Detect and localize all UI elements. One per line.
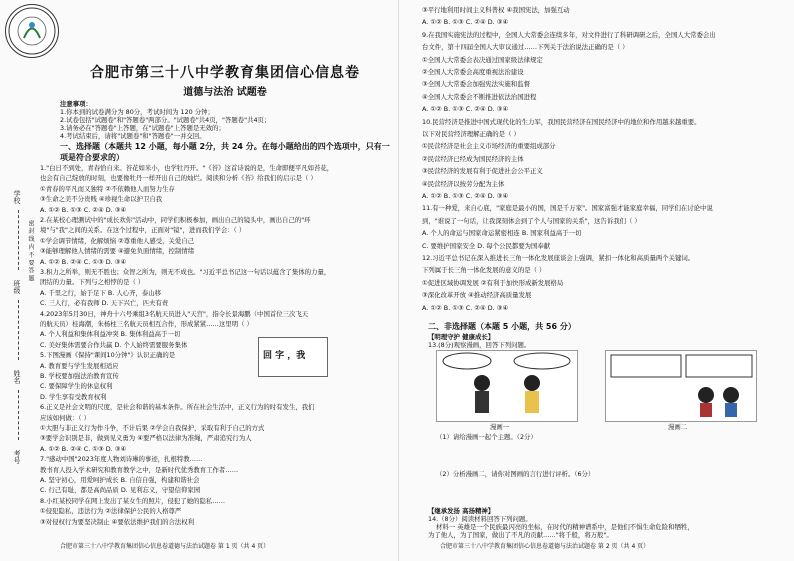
question-line: 1."白日不到处，青春恰自来。苔花如米小，也学牡丹开。"《苔》这首诗说的是，生命即便平凡如苔花，: [40, 164, 334, 172]
sidebar-label-id: 考号: [13, 450, 21, 464]
question-line: 11.有一种爱，来自心底，"家庭是最小的国，国是千万家"。国家富强才能家庭幸福，同学们在讨论中说: [422, 204, 713, 213]
page-title: 合肥市第三十八中学教育集团信心信息卷: [90, 65, 360, 81]
page-footer: 合肥市第三十八中学教育集团信心信息卷道德与法治试题卷 第 2 页（共 4 页）: [440, 543, 650, 550]
question-line: A. 教育要与学生发展相适应: [40, 361, 119, 370]
question-line: 5.下图漫画《保持"课间10分钟"》认识正确的是: [40, 351, 176, 360]
comic-one: [436, 350, 578, 422]
question-line: A. ①② B. ①③ C. ②④ D. ③④: [422, 303, 509, 312]
question-line: ④全国人大常委会不断推进依法治国进程: [422, 92, 537, 101]
comic-two: [605, 350, 757, 422]
question-line: C. 要保障学生的休息权利: [40, 382, 113, 391]
question-line: 3.积力之所举，则无不胜也；众智之所为，则无不成也。"习近平总书记这一句话以蕴含了集体的力量，: [40, 268, 331, 276]
sidebar-label-school: 学校: [13, 190, 21, 204]
question-line: 也会有自己绽放的时刻，也要像牡丹一样开出自己的灿烂。阅读和分析《苔》给我们的启示是（ ）: [40, 174, 317, 183]
question-line: ③全国人大常委会加强宪法实施和监督: [422, 80, 530, 89]
question-line: ③要学会识别是非，做到见义勇为 ④要严格以法律为准绳，严肃追究行为人: [40, 434, 252, 443]
binding-margin: [4, 180, 34, 510]
question-line: ③生命之美不分贵贱 ④珍视生命以护卫自我: [40, 195, 163, 204]
question-13-2: （2）分析漫画二，请你对图画的言行进行评析。（6分）: [436, 470, 595, 478]
question-14: 14.（8分）阅读材料回答下列问题。: [428, 515, 532, 523]
question-line: C. 要维护国家安全 D. 每个公民都要为国奉献: [422, 241, 551, 250]
question-line: ①青春的平凡而又独特 ②不依赖他人而努力生存: [40, 184, 175, 193]
question-line: 9.在我国实施宪法的过程中，全国人大常委会连续多年，对文件进行了科研调研之后，全国人大常委会出: [422, 30, 716, 39]
page-subtitle: 道德与法治 试题卷: [183, 87, 267, 98]
question-line: ①大胆与非正义行为作斗争，不计后果 ②学会自我保护，采取有利于自己的方式: [40, 424, 265, 432]
material-text: 材料一 英雄是一个民族最闪亮的坐标，在时代的精神谱系中，是他们不惧生命危险和牺牲，: [436, 523, 694, 531]
sidebar-label-class: 班级: [13, 280, 21, 294]
question-line: ①侵犯隐私，违法行为 ②法律保护公民的人格尊严: [40, 507, 182, 516]
question-line: 的航天员）桂海潮，朱杨柱三名航天员相互合作，形成紧紧……这里明（ ）: [40, 320, 253, 328]
subsection-heading: 【明理守护 健康成长】: [428, 333, 495, 341]
question-line: 台文件，第十四届全国人大审议通过……下列关于法治说法正确的是（ ）: [422, 43, 629, 52]
cartoon-caption: 回 字 ，我: [263, 351, 306, 361]
question-line: 团结的力量。下列与之相悖的是（ ）: [40, 278, 145, 287]
question-line: ②民营经济已经成为国民经济的主体: [422, 154, 524, 163]
comic-two-caption: 漫画二: [668, 423, 688, 431]
question-line: 境"与"我"之间的关系。在这个过程中，正面对"镜"，进而我们学会：（ ）: [40, 226, 246, 235]
question-line: 6.正义是社会文明的尺度，是社会和谐的基本条件。所在社会生活中，正义行为的时有发生，我们: [40, 403, 315, 412]
section-two-heading: 二、非选择题（本题 5 小题，共 56 分）: [428, 322, 576, 331]
question-line: A. ①② B. ②④ C. ①③ D. ③④: [40, 444, 127, 453]
school-emblem-icon: [5, 4, 59, 58]
question-line: C. 行己有耻，都是高尚品质 D. 见利忘义，守望信仰家园: [40, 486, 201, 495]
question-line: 2.在某校心理测试中的"成长欢你"活动中，同学们积极参加，画出自己的镜头中，画出自己的"环: [40, 216, 311, 224]
question-line: 下列属于长三角一体化发展的意义的是（ ）: [422, 266, 546, 275]
question-line: 到，"谁说了一句话，让我深刻体会到了个人与国家的关系"，这告诉我们（ ）: [422, 216, 641, 225]
note-line: 2.试卷包括"试题卷"和"答题卷"两部分。"试题卷"共4页，"答题卷"共4页；: [60, 116, 271, 124]
section-one-heading-cont: 项是符合要求的）: [60, 153, 124, 162]
question-line: A. 坚守初心，用爱呵护成长 B. 自信自强，构建和谐社会: [40, 476, 200, 484]
question-line: 8.小红某校同学在网上发出了某女生的照片，侵犯了她的隐私……: [40, 496, 226, 505]
question-line: ③民营经济的发展有利于促进社会公平正义: [422, 167, 543, 176]
comic-one-caption: 漫画一: [490, 423, 510, 431]
question-line: 12.习近平总书记在深入推进长三角一体化发展座谈会上强调，紧扣一体化和高质量两个关键词。: [422, 254, 695, 262]
question-line: A. ①② B. ①③ C. ②④ D. ③④: [422, 105, 509, 114]
question-line: 4.2023年5月30日，神舟十六号乘组3名航天员进入"天宫"，指令长景海鹏（中国首位三次飞天: [40, 309, 309, 318]
question-line: ①民营经济是社会主义市场经济的重要组成部分: [422, 142, 556, 151]
section-one-heading: 一、选择题（本题共 12 小题，每小题 2分，共 24 分。在每小题给出的四个选项中，只有一: [60, 142, 390, 151]
question-13: 13.(8分)观察漫画，回答下列问题。: [428, 341, 531, 349]
question-line: 教书育人投入学术研究和教育教学之中，是新时代优秀教育工作者……: [40, 465, 239, 474]
question-line: A. ①② B. ①③ C. ②④ D. ③④: [40, 205, 127, 214]
question-line: ④民营经济以按劳分配为主体: [422, 179, 505, 188]
question-line: C. 三人行，必有我师 D. 天下兴亡，匹夫有责: [40, 299, 169, 308]
question-line: A. ①② B. ①③ C. ②④ D. ③④: [422, 192, 509, 200]
question-line: A. 千里之行，始于足下 B. 人心齐，泰山移: [40, 288, 162, 297]
note-line: 4.考试结束后，请将"试题卷"和"答题卷"一并交回。: [60, 132, 206, 140]
question-line: 7."感动中国"2023年度人物刘诗琳的事迹，扎根特教……: [40, 455, 203, 464]
question-line: A. 个人的命运与国家命运紧密相连 B. 国家利益高于一切: [422, 229, 582, 238]
page-footer: 合肥市第三十八中学教育集团信心信息卷道德与法治试题卷 第 1 页（共 4 页）: [60, 543, 270, 550]
subsection-heading: 【继承发扬 高扬精神】: [428, 507, 495, 515]
notes-heading: 注意事项：: [60, 100, 92, 108]
question-line: ③平行地利用时间主义科普权 ④我国宪法，加强互动: [422, 6, 570, 14]
question-line: ①全国人大常委会表决通过国家级法律规定: [422, 55, 543, 64]
question-line: 应该如何做：（ ）: [40, 413, 90, 422]
question-line: 以下对民营经济理解正确的是（ ）: [422, 130, 520, 138]
sidebar-label-name: 姓名: [13, 370, 21, 384]
question-line: D. 学生享有受教育权利: [40, 392, 107, 401]
material-text: 为了他人，为了国家，做出了不凡的贡献……"将千般，将万般"。: [428, 531, 613, 539]
question-line: A. ①② B. ②④ C. ①③ D. ③④: [40, 257, 127, 266]
question-line: ①学会调节情绪，化解烦恼 ②尊重他人感受，关爱自己: [40, 236, 195, 245]
note-line: 1.你本到的试卷满分为 80分，考试时间为 120 分钟；: [60, 108, 214, 116]
page-two: [400, 0, 794, 561]
question-line: A. ①② B. ①③ C. ②④ D. ③④: [422, 18, 509, 27]
question-line: ①促进区域协调发展 ②有利于加快形成新发展格局: [422, 278, 564, 287]
question-line: ②全国人大常委会高度重视法治建设: [422, 68, 524, 76]
question-line: A. 个人利益和集体利益冲突 B. 集体利益高于一切: [40, 330, 181, 339]
question-line: ③深化改革开放 ④推动经济高质量发展: [422, 291, 532, 300]
seal-line-text: 密 封 线 内 不 要 答 题: [27, 220, 34, 282]
question-line: B. 学校要加强法治教育宣传: [40, 372, 119, 380]
question-line: C. 美好集体需要合作共赢 D. 个人始终需要服务集体: [40, 340, 188, 349]
page-divider: [398, 0, 399, 561]
question-13-1: （1）请给漫画一起个主题。（2分）: [436, 433, 537, 441]
note-line: 3.请务必在"答题卷"上答题，在"试题卷"上答题是无效的；: [60, 124, 225, 132]
question-line: ③能够理解他人情绪的需要 ④避免负面情绪，控制情绪: [40, 247, 195, 256]
question-line: ③对侵权行为要坚决制止 ④要依法维护我们的合法权利: [40, 517, 195, 526]
cartoon-image: [258, 337, 328, 377]
question-line: 10.民营经济是推进中国式现代化的生力军，我国民营经济在国民经济中的地位和作用越来越重要。: [422, 117, 701, 126]
